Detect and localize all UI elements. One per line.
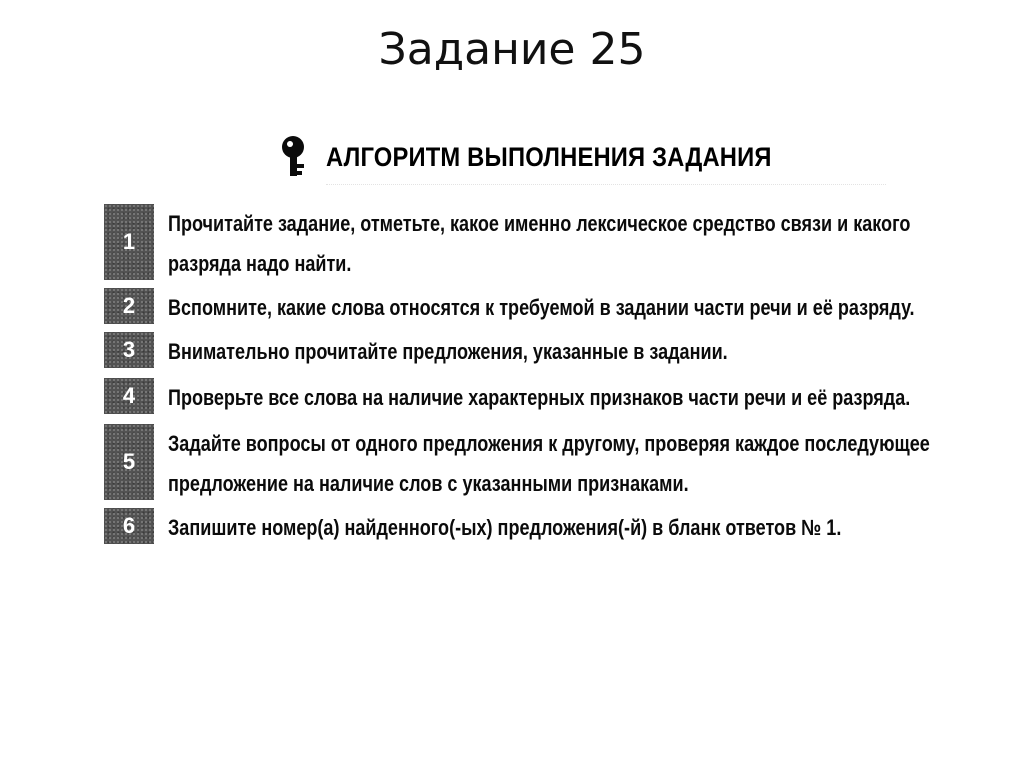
step-text bbox=[168, 508, 841, 548]
step-number: 2 bbox=[104, 288, 154, 324]
algorithm-step bbox=[104, 424, 1024, 504]
step-line: Запишите номер(а) найденного(-ых) предложения(-й) в бланк ответов № 1. bbox=[168, 515, 842, 540]
algorithm-heading bbox=[278, 132, 832, 182]
algorithm-step bbox=[104, 508, 989, 548]
step-number: 6 bbox=[104, 508, 154, 544]
step-text bbox=[168, 332, 728, 372]
step-line: Внимательно прочитайте предложения, указанные в задании. bbox=[168, 339, 728, 364]
step-line: предложение на наличие слов с указанными признаками. bbox=[168, 471, 689, 496]
step-number: 5 bbox=[104, 424, 154, 500]
slide-title: Задание 25 bbox=[378, 24, 646, 75]
algorithm-step bbox=[104, 332, 851, 372]
algorithm-step bbox=[104, 288, 1024, 328]
algorithm-title: АЛГОРИТМ ВЫПОЛНЕНИЯ ЗАДАНИЯ bbox=[326, 141, 772, 172]
step-number: 3 bbox=[104, 332, 154, 368]
step-text bbox=[168, 378, 910, 418]
step-line: разряда надо найти. bbox=[168, 251, 352, 276]
step-text bbox=[168, 288, 915, 328]
step-line: Прочитайте задание, отметьте, какое именно лексическое средство связи и какого bbox=[168, 211, 911, 236]
algorithm-step bbox=[104, 378, 1024, 418]
divider bbox=[326, 184, 886, 191]
algorithm-step bbox=[104, 204, 1024, 284]
step-number: 4 bbox=[104, 378, 154, 414]
step-line: Вспомните, какие слова относятся к требуемой в задании части речи и её разряду. bbox=[168, 295, 915, 320]
step-number: 1 bbox=[104, 204, 154, 280]
step-text bbox=[168, 204, 910, 284]
key-icon bbox=[278, 134, 316, 180]
step-line: Проверьте все слова на наличие характерных признаков части речи и её разряда. bbox=[168, 385, 911, 410]
step-text bbox=[168, 424, 930, 504]
step-line: Задайте вопросы от одного предложения к другому, проверяя каждое последующее bbox=[168, 431, 930, 456]
algorithm-scan bbox=[86, 118, 930, 568]
